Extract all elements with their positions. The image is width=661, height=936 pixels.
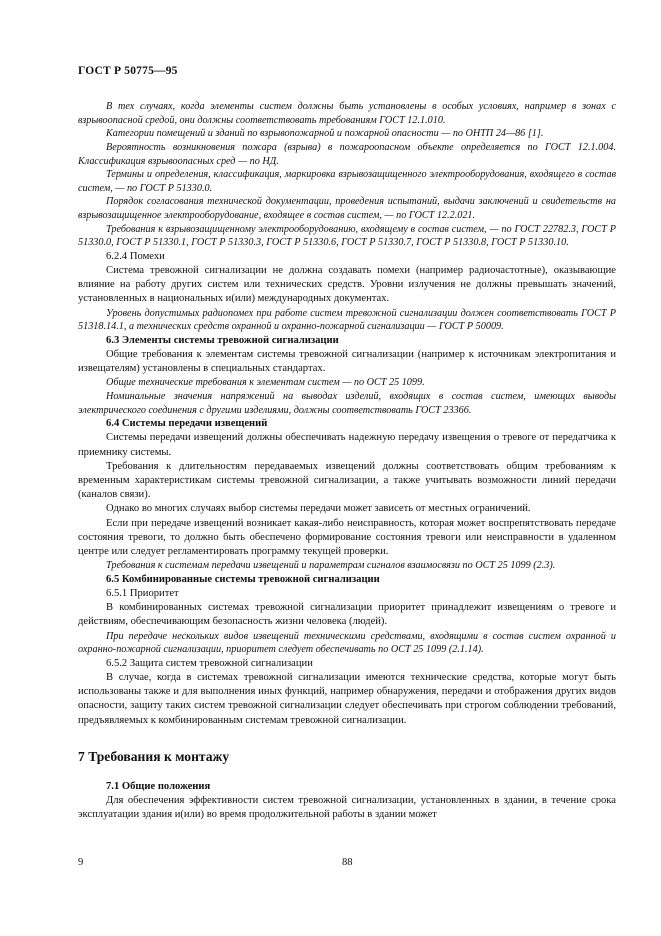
body-paragraph: Однако во многих случаях выбор системы передачи может зависеть от местных ограничений. [106, 503, 531, 515]
note-paragraph: При передаче нескольких видов извещений техническими средствами, входящими в состав систем охранной и охранно-пожарной сигнализации, приоритет следует обеспечивать по ОСТ 25 1099 (2.1.14). [78, 630, 616, 656]
body-paragraph: В комбинированных системах тревожной сигнализации приоритет принадлежит извещениям о тревоге и действиям, обеспечивающим безопасность жизни человека (людей). [78, 602, 616, 628]
sheet-number: 88 [342, 857, 353, 868]
subsection-heading: 6.5.1 Приоритет [106, 587, 179, 599]
page-number: 9 [78, 857, 84, 868]
body-paragraph: В случае, когда в системах тревожной сигнализации имеются технические средства, которые могут быть использованы также и для выполнения иных функций, например обнаружения, передачи и отображения других видов опасности, защиту таких систем тревожной сигнализации следует обеспечивать при строгом соблюдении требований, предъявляемых к комбинированным системам тревожной сигнализации. [78, 671, 616, 726]
section-heading: 6.3 Элементы системы тревожной сигнализации [106, 334, 339, 346]
document-page [78, 64, 616, 823]
note-paragraph: Уровень допустимых радиопомех при работе систем тревожной сигнализации должен соответствовать ГОСТ Р 51318.14.1, а технических средств охранной и охранно-пожарной сигнализации — ГОСТ Р 50009. [78, 307, 616, 333]
section-heading: 6.4 Системы передачи извещений [106, 418, 268, 430]
note-paragraph: Требования к системам передачи извещений и параметрам сигналов взаимосвязи по ОСТ 25 1099 (2.3). [106, 560, 556, 572]
body-paragraph: Общие требования к элементам системы тревожной сигнализации (например к источникам электропитания и извещателям) установлены в специальных стандартах. [78, 348, 616, 375]
note-paragraph: Общие технические требования к элементам систем — по ОСТ 25 1099. [106, 377, 425, 389]
body-paragraph: Система тревожной сигнализации не должна создавать помехи (например радиочастотные), оказывающие влияние на работу других систем или технических средств. Уровни излучения не должны превышать значений, установленных в национальных и(или) международных документах. [78, 264, 616, 305]
section-7-1-text: Для обеспечения эффективности систем тревожной сигнализации, установленных в здании, в течение срока эксплуатации здания и(или) во время продолжительной работы в здании может [78, 795, 616, 821]
body-paragraph: Если при передаче извещений возникает какая-либо неисправность, которая может воспрепятствовать передаче состояния тревоги, то должно быть обеспечено формирование состояния тревоги или неисправности в удаленном центре или следует регламентировать программу текущей проверки. [78, 517, 616, 557]
section-heading: 6.5 Комбинированные системы тревожной сигнализации [106, 573, 380, 585]
body-paragraph: Требования к длительностям передаваемых извещений должны соответствовать общим требованиям к временным характеристикам системы тревожной сигнализации, а также учитывать возможности линий передачи (каналов связи). [78, 460, 616, 501]
note-paragraph: Вероятность возникновения пожара (взрыва) в пожароопасном объекте определяется по ГОСТ 12.1.004. Классификация взрывоопасных сред — по НД. [78, 141, 616, 167]
note-paragraph: Требования к взрывозащищенному электрооборудованию, входящему в состав систем, — по ГОСТ 22782.3, ГОСТ Р 51330.0, ГОСТ Р 51330.1, ГОСТ Р 51330.3, ГОСТ Р 51330.6, ГОСТ Р 51330.7, ГОСТ Р 51330.8, ГОСТ Р 51330.10. [78, 223, 616, 249]
section-7-1-title: 7.1 Общие положения [106, 780, 211, 792]
subsection-heading: 6.5.2 Защита систем тревожной сигнализации [106, 657, 313, 669]
subsection-heading: 6.2.4 Помехи [106, 250, 165, 262]
body-paragraph: Системы передачи извещений должны обеспечивать надежную передачу извещения о тревоге от передатчика к приемнику системы. [78, 432, 616, 458]
note-paragraph: Термины и определения, классификация, маркировка взрывозащищенного электрооборудования, входящего в состав систем, — по ГОСТ Р 51330.0. [78, 169, 616, 194]
note-paragraph: В тех случаях, когда элементы систем должны быть установлены в особых условиях, например в зонах с взрывоопасной средой, они должны соответствовать требованиям ГОСТ 12.1.010. [78, 101, 616, 126]
document-header: ГОСТ Р 50775—95 [78, 65, 178, 77]
note-paragraph: Номинальные значения напряжений на выводах изделий, входящих в состав систем, имеющих выводы электрического соединения с другими изделиями, должны соответствовать ГОСТ 23366. [78, 390, 616, 416]
section-7-title: 7 Требования к монтажу [78, 748, 230, 764]
document-body [78, 100, 616, 728]
note-paragraph: Порядок согласования технической документации, проведения испытаний, выдачи заключений и свидетельств на взрывозащищенное электрооборудование, входящее в состав систем, — по ГОСТ 12.2.021. [78, 196, 616, 221]
note-paragraph: Категории помещений и зданий по взрывопожарной и пожарной опасности — по ОНТП 24—86 [1]. [106, 128, 544, 140]
